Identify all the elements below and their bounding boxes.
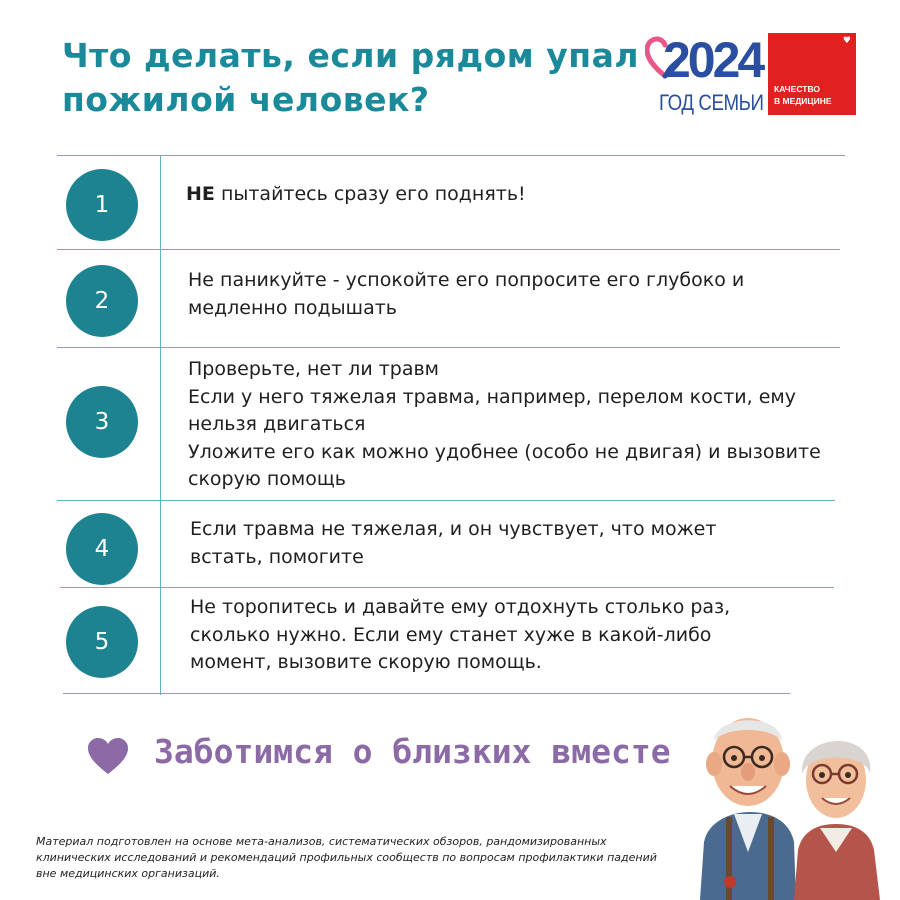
quality-in-medicine-logo [768, 33, 856, 115]
divider [57, 347, 840, 348]
step-1-text [186, 181, 826, 209]
divider [60, 587, 834, 588]
step-3-line: Уложите его как можно удобнее (особо не двигая) и вызовите скорую помощь [188, 440, 821, 490]
divider [57, 500, 835, 501]
slogan: Заботимся о близких вместе [154, 732, 671, 771]
heart-icon [86, 736, 130, 776]
step-number-4: 4 [66, 513, 138, 585]
divider [57, 155, 845, 156]
step-3-line: Проверьте, нет ли травм [188, 358, 440, 380]
step-1-body: пытайтесь сразу его поднять! [220, 183, 526, 205]
logo-quality-line1: КАЧЕСТВО [774, 84, 820, 94]
column-divider [160, 155, 161, 695]
step-3-line: Если у него тяжелая травма, например, перелом кости, ему нельзя двигаться [188, 385, 796, 435]
step-number-5: 5 [66, 606, 138, 678]
logo-quality-line2: В МЕДИЦИНЕ [774, 96, 832, 106]
step-4-text: Если травма не тяжелая, и он чувствует, что может встать, помогите [190, 518, 717, 568]
footnote: Материал подготовлен на основе мета-анализов, систематических обзоров, рандомизированных клинических исследований и рекомендаций профильных сообществ по вопросам профилактики падений вне медицинских организаций. [36, 835, 657, 880]
logo-year-subtitle: ГОД СЕМЬИ [659, 90, 764, 115]
step-number-1: 1 [66, 169, 138, 241]
divider [57, 249, 840, 250]
divider [63, 693, 790, 694]
year-of-family-logo [645, 30, 765, 120]
step-5-text: Не торопитесь и давайте ему отдохнуть столько раз, сколько нужно. Если ему станет хуже в какой-либо момент, вызовите скорую помощь. [190, 596, 731, 673]
elderly-couple-illustration [690, 702, 888, 900]
page-title: Что делать, если рядом упал пожилой человек? [62, 36, 640, 119]
logo-year: 2024 [663, 32, 763, 88]
step-number-3: 3 [66, 386, 138, 458]
step-number-2: 2 [66, 265, 138, 337]
heart-icon: ♥ [842, 36, 851, 46]
step-3-text [188, 356, 848, 494]
step-2-text: Не паникуйте - успокойте его попросите его глубоко и медленно подышать [188, 269, 745, 319]
step-1-emphasis: НЕ [186, 183, 215, 205]
